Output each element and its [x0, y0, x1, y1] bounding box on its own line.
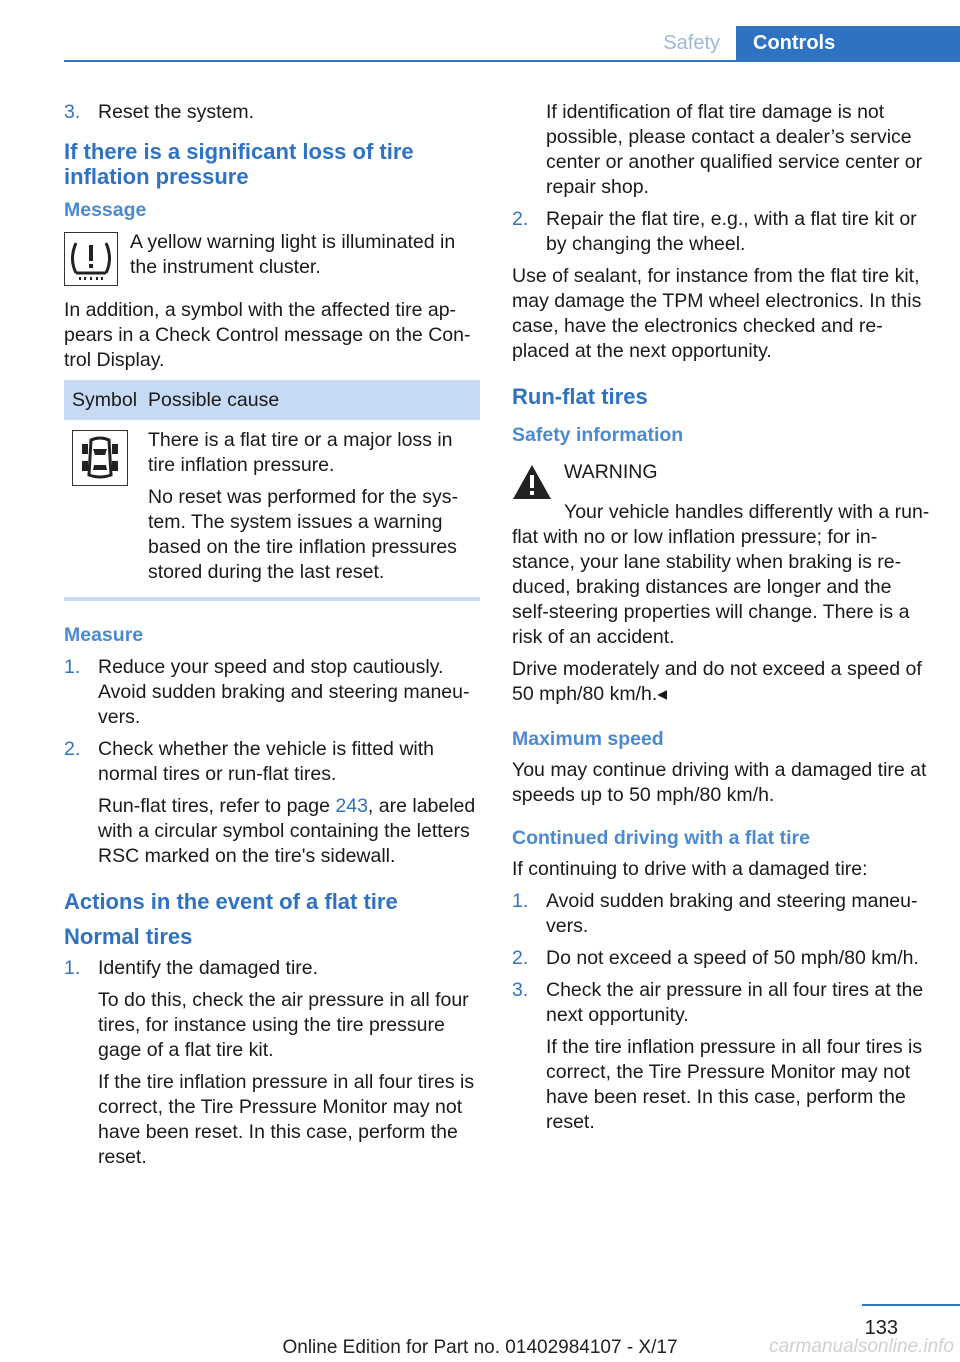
list-item [512, 978, 930, 1135]
paragraph: In addition, a symbol with the affected tire appears in a Check Control message on the Control Display. [64, 299, 471, 371]
list-text: Reset the system. [98, 101, 255, 123]
list-text: Identify the damaged tire. [98, 957, 319, 979]
list-item [64, 956, 480, 1170]
list-text: Do not exceed a speed of 50 mph/80 km/h. [546, 947, 919, 969]
header-rule [64, 60, 960, 62]
list-subtext [98, 794, 480, 869]
list-number: 1. [512, 890, 529, 912]
list-item [512, 207, 930, 257]
page-link[interactable]: 243 [335, 795, 368, 817]
list-number: 3. [512, 979, 529, 1001]
message-text: A yellow warning light is illuminated in the instrument cluster. [130, 231, 456, 278]
list-number: 2. [512, 947, 529, 969]
section-heading: If there is a significant loss of tire inflation pressure [64, 139, 414, 189]
list-number: 3. [64, 101, 81, 123]
table-bottom-rule [64, 597, 480, 601]
cause-text: There is a flat tire or a major loss in tire inflation pressure. [148, 429, 453, 476]
subsection-heading: Maximum speed [512, 728, 664, 750]
list-number: 1. [64, 957, 81, 979]
footer-rule [862, 1304, 960, 1306]
tab-controls[interactable]: Controls [736, 26, 960, 61]
section-heading: Normal tires [64, 924, 193, 949]
paragraph: Use of sealant, for instance from the flat tire kit, may damage the TPM wheel electronics. In this case, have the electronics checked and replaced at the next opportunity. [512, 265, 922, 362]
cause-text: No reset was performed for the system. The system issues a warning based on the tire inflation pressures stored during the last reset. [148, 486, 458, 583]
list-number: 2. [64, 738, 81, 760]
list-item [512, 889, 930, 939]
subsection-heading: Safety information [512, 424, 684, 446]
car-flat-tire-icon [72, 430, 128, 486]
tab-safety[interactable]: Safety [663, 32, 720, 54]
tire-pressure-warning-icon [64, 232, 118, 286]
paragraph: If continuing to drive with a damaged tire: [512, 858, 868, 880]
list-subtext: If the tire inflation pressure in all four tires is correct, the Tire Pressure Monitor may not have been reset. In this case, perform the reset. [546, 1036, 923, 1133]
right-column [512, 100, 930, 1142]
left-column [64, 100, 480, 1177]
message-block [64, 230, 480, 286]
table-row [64, 420, 480, 597]
subsection-heading: Measure [64, 624, 144, 646]
warning-text: Your vehicle handles differently with a run-flat with no or low inflation pressure; for instance, your lane stability when braking is reduced, braking distances are longer and the self-steering properties will change. There is a risk of an accident. [512, 501, 930, 648]
list-item [64, 655, 480, 730]
warning-block [512, 460, 930, 500]
table-header-cause: Possible cause [140, 380, 480, 420]
subtext-post: , are labeled with a circular symbol containing the letters RSC marked on the tire's sidewall. [98, 795, 476, 867]
list-item [64, 100, 480, 125]
table-header-row [64, 380, 480, 420]
warning-drive-text: Drive moderately and do not exceed a speed of 50 mph/80 km/h.◂ [512, 658, 922, 705]
edition-footer: Online Edition for Part no. 01402984107 - X/17 [282, 1337, 678, 1358]
list-subtext: If identification of flat tire damage is not possible, please contact a dealer’s service center or another qualified service center or repair shop. [546, 101, 923, 198]
table-cell-symbol [64, 420, 140, 597]
list-text: Check whether the vehicle is fitted with normal tires or run-flat tires. [98, 738, 434, 785]
list-item [512, 946, 930, 971]
list-text: Reduce your speed and stop cautiously. Avoid sudden braking and steering maneuvers. [98, 656, 470, 728]
symbol-table [64, 380, 480, 597]
list-number: 1. [64, 656, 81, 678]
section-heading: Actions in the event of a flat tire [64, 889, 398, 914]
subtext-pre: Run-flat tires, refer to page [98, 795, 336, 817]
list-item-continued [512, 100, 930, 200]
warning-label: WARNING [564, 461, 658, 483]
list-item [64, 737, 480, 869]
paragraph: You may continue driving with a damaged tire at speeds up to 50 mph/80 km/h. [512, 759, 927, 806]
section-heading: Run-flat tires [512, 384, 648, 409]
list-text: Check the air pressure in all four tires at the next opportunity. [546, 979, 924, 1026]
subsection-heading: Message [64, 199, 147, 221]
subsection-heading: Continued driving with a flat tire [512, 827, 810, 849]
page-number: 133 [864, 1317, 898, 1339]
list-number: 2. [512, 208, 529, 230]
list-subtext: If the tire inflation pressure in all four tires is correct, the Tire Pressure Monitor may not have been reset. In this case, perform the reset. [98, 1071, 475, 1168]
list-text: Repair the flat tire, e.g., with a flat tire kit or by changing the wheel. [546, 208, 917, 255]
list-subtext: To do this, check the air pressure in all four tires, for instance using the tire pressure gage of a flat tire kit. [98, 989, 469, 1061]
list-text: Avoid sudden braking and steering maneuvers. [546, 890, 918, 937]
warning-triangle-icon [512, 464, 552, 500]
table-cell-cause [140, 420, 480, 597]
table-header-symbol: Symbol [64, 380, 140, 420]
watermark: carmanualsonline.info [769, 1336, 954, 1357]
